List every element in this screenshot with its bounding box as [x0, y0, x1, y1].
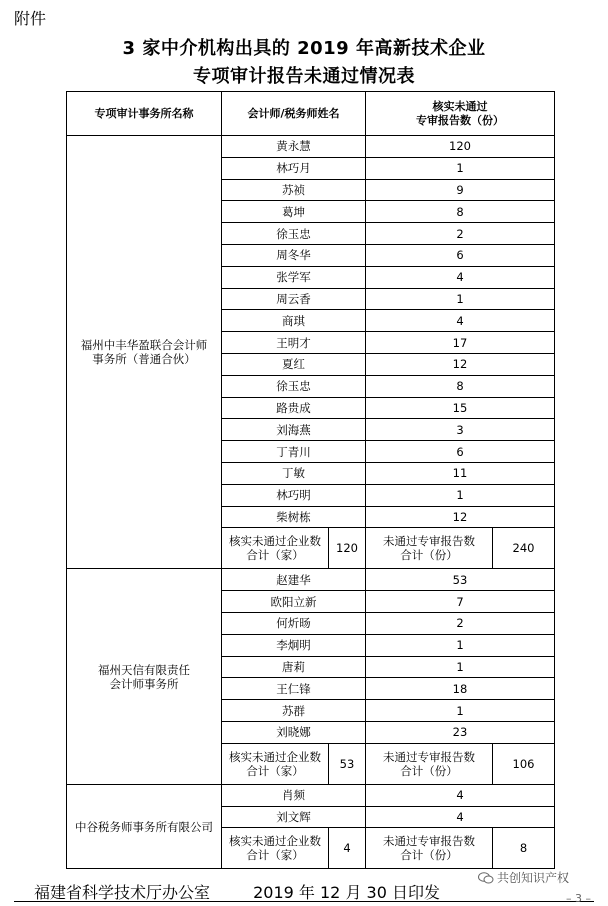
report-count: 18	[366, 678, 555, 700]
firm-name-cell	[67, 784, 222, 869]
person-name: 林巧月	[222, 157, 366, 179]
person-name: 林巧明	[222, 484, 366, 506]
attachment-label: 附件	[14, 9, 47, 28]
report-count: 53	[366, 569, 555, 591]
report-count: 4	[366, 806, 555, 828]
person-name: 葛坤	[222, 201, 366, 223]
report-count: 2	[366, 612, 555, 634]
table-body	[67, 136, 555, 869]
firm-name-line1: 中谷税务师事务所有限公司	[75, 819, 213, 834]
report-count: 1	[366, 656, 555, 678]
report-count: 1	[366, 634, 555, 656]
sum-enterprise-value: 53	[329, 743, 366, 784]
person-name: 唐莉	[222, 656, 366, 678]
footer-divider	[14, 901, 594, 902]
sum-report-label: 未通过专审报告数 合计（份）	[366, 743, 493, 784]
sum-enterprise-value: 120	[329, 528, 366, 569]
report-count: 2	[366, 223, 555, 245]
person-name: 苏祯	[222, 179, 366, 201]
audit-report-table	[66, 91, 555, 869]
report-count: 15	[366, 397, 555, 419]
header-firm: 专项审计事务所名称	[67, 92, 222, 136]
person-name: 路贵成	[222, 397, 366, 419]
person-name: 徐玉忠	[222, 375, 366, 397]
report-count: 9	[366, 179, 555, 201]
report-count: 6	[366, 244, 555, 266]
sum-report-label: 未通过专审报告数 合计（份）	[366, 528, 493, 569]
report-count: 4	[366, 266, 555, 288]
watermark-text: 共创知识产权	[497, 871, 570, 885]
report-count: 8	[366, 201, 555, 223]
firm-name-line2: 事务所（普通合伙）	[92, 352, 196, 367]
watermark	[478, 869, 569, 886]
person-name: 徐玉忠	[222, 223, 366, 245]
table-row	[67, 569, 555, 591]
person-name: 刘海燕	[222, 419, 366, 441]
person-name: 欧阳立新	[222, 591, 366, 613]
person-name: 周云香	[222, 288, 366, 310]
report-count: 1	[366, 157, 555, 179]
report-count: 6	[366, 441, 555, 463]
firm-name-line1: 福州天信有限责任	[98, 662, 190, 677]
table-header-row	[67, 92, 555, 136]
person-name: 苏群	[222, 700, 366, 722]
header-count: 核实未通过 专审报告数（份）	[366, 92, 555, 136]
report-count: 3	[366, 419, 555, 441]
report-count: 120	[366, 136, 555, 158]
report-count: 11	[366, 462, 555, 484]
table-row	[67, 136, 555, 158]
firm-name-cell	[67, 569, 222, 784]
report-count: 1	[366, 484, 555, 506]
report-count: 12	[366, 506, 555, 528]
sum-report-value: 8	[493, 828, 555, 869]
person-name: 刘晓娜	[222, 721, 366, 743]
report-count: 4	[366, 310, 555, 332]
firm-name-line2: 会计师事务所	[109, 676, 179, 691]
report-count: 1	[366, 700, 555, 722]
person-name: 刘文辉	[222, 806, 366, 828]
footer-issuer: 福建省科学技术厅办公室	[34, 883, 211, 902]
person-name: 何炘旸	[222, 612, 366, 634]
sum-enterprise-label: 核实未通过企业数 合计（家）	[222, 828, 329, 869]
sum-report-value: 106	[493, 743, 555, 784]
header-person: 会计师/税务师姓名	[222, 92, 366, 136]
person-name: 商琪	[222, 310, 366, 332]
sum-enterprise-label: 核实未通过企业数 合计（家）	[222, 528, 329, 569]
report-count: 23	[366, 721, 555, 743]
person-name: 李炯明	[222, 634, 366, 656]
sum-enterprise-value: 4	[329, 828, 366, 869]
person-name: 赵建华	[222, 569, 366, 591]
report-count: 7	[366, 591, 555, 613]
page-title-line2: 专项审计报告未通过情况表	[193, 66, 415, 87]
report-count: 8	[366, 375, 555, 397]
sum-report-label: 未通过专审报告数 合计（份）	[366, 828, 493, 869]
wechat-icon	[478, 872, 494, 884]
person-name: 王仁锋	[222, 678, 366, 700]
report-count: 4	[366, 784, 555, 806]
footer-date: 2019 年 12 月 30 日印发	[253, 883, 440, 902]
page-number: – 3 –	[566, 892, 591, 905]
firm-name-line1: 福州中丰华盈联合会计师	[80, 338, 208, 353]
person-name: 张学军	[222, 266, 366, 288]
person-name: 肖频	[222, 784, 366, 806]
person-name: 周冬华	[222, 244, 366, 266]
person-name: 丁敏	[222, 462, 366, 484]
report-count: 1	[366, 288, 555, 310]
person-name: 丁青川	[222, 441, 366, 463]
table-row	[67, 784, 555, 806]
firm-name-cell	[67, 136, 222, 569]
person-name: 黄永慧	[222, 136, 366, 158]
report-count: 12	[366, 353, 555, 375]
sum-enterprise-label: 核实未通过企业数 合计（家）	[222, 743, 329, 784]
report-count: 17	[366, 332, 555, 354]
footer-line	[34, 880, 440, 903]
sum-report-value: 240	[493, 528, 555, 569]
person-name: 王明才	[222, 332, 366, 354]
person-name: 夏红	[222, 353, 366, 375]
person-name: 柴树栋	[222, 506, 366, 528]
page-title-line1: 3 家中介机构出具的 2019 年高新技术企业	[122, 38, 486, 59]
